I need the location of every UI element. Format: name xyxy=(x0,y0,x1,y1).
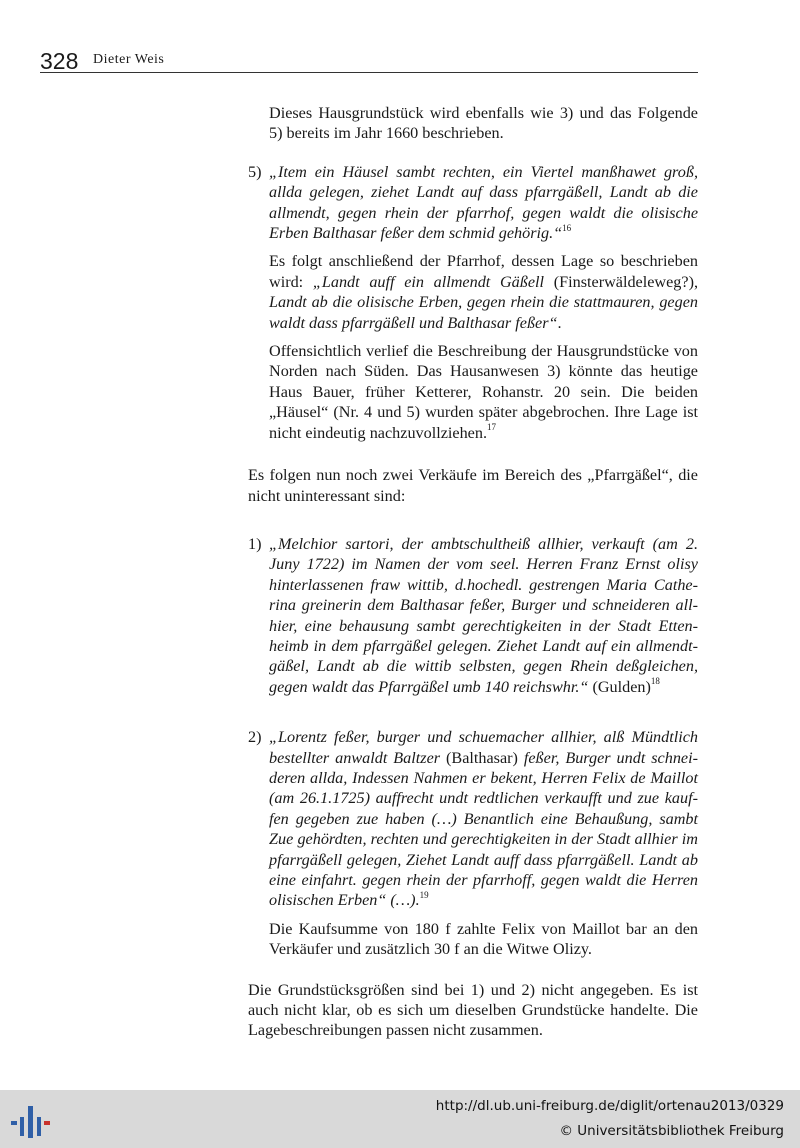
list-number: 5) xyxy=(248,162,262,181)
text-run: (Finsterwäldeleweg?), xyxy=(544,272,699,291)
footer-bar xyxy=(0,1090,800,1148)
footnote-ref: 17 xyxy=(487,422,497,433)
copyright-notice: © Universitätsbibliothek Freiburg xyxy=(559,1123,784,1139)
text-run: (Balthasar) xyxy=(440,748,524,767)
body-text xyxy=(248,103,698,1041)
text-run: (Gulden) xyxy=(588,677,651,696)
footnote-ref: 16 xyxy=(562,222,572,233)
paragraph: Die Grundstücksgrößen sind bei 1) und 2) nicht angegeben. Es ist auch nicht klar, ob es sich um dieselben Grundstücke handelte. Die Lagebeschreibungen passen nicht zusammen. xyxy=(248,980,698,1040)
text-run: Offensichtlich verlief die Beschreibung der Hausgrundstücke von Norden nach Süden. Das Hausanwesen 3) könnte das heutige Haus Bauer, früher Ketterer, Rohanstr. 20 sein. Die beiden „Häusel“ (Nr. 4 und 5) wurden später abgebrochen. Ihre Lage ist nicht eindeutig nachzuvollziehen. xyxy=(269,342,698,442)
quote-text: „Melchior sartori, der ambtschultheiß allhier, verkauft (am 2. Juny 1722) im Namen der vom seel. Herren Franz Ernst olisy hinterlassenen fraw wittib, d.hochedl. gestrengen Maria Catherina greinerin dem Balthasar feßer, Burger und schneideren allhier, eine behausung sambt gerechtigkeiten in der Stadt Ettenheimb in dem pfarrgäßel gelegen. Ziehet Landt auf ein allmendtgäßel, Landt ab die wittib selbsten, gegen Rhein deßgleichen, gegen waldt das Pfarrgäßel umb 140 reichswhr.“ xyxy=(269,534,698,696)
paragraph xyxy=(269,251,698,333)
quote-text: „Landt auff ein allmendt Gäßell xyxy=(312,272,545,291)
page-header xyxy=(40,48,698,73)
paragraph: Dieses Hausgrundstück wird ebenfalls wie 3) und das Folgende 5) bereits im Jahr 1660 beschrieben. xyxy=(269,104,698,143)
paragraph: Es folgen nun noch zwei Verkäufe im Bereich des „Pfarrgäßel“, die nicht uninteressant sind: xyxy=(248,466,698,505)
running-head: Dieter Weis xyxy=(93,52,165,67)
source-url: http://dl.ub.uni-freiburg.de/diglit/ortenau2013/0329 xyxy=(435,1098,784,1114)
quote-text: Landt ab die olisische Erben, gegen rhein die stattmauren, gegen waldt dass pfarrgäßell und Balthasar feßer“ xyxy=(269,293,698,332)
footnote-ref: 19 xyxy=(419,890,429,901)
ub-freiburg-logo-icon xyxy=(10,1100,52,1140)
quote-paragraph xyxy=(269,727,698,911)
quote-paragraph xyxy=(269,534,698,697)
quote-text: feßer, Burger undt schneideren allda, Indessen Nahmen er bekent, Herren Felix de Maillot (am 26.1.1725) auffrecht undt redtlichen verkaufft und zue kauffen gegeben zue haben (…) Benantlich eine Behaußung, sambt Zue gehördten, rechten und gerechtigkeiten in der Stadt allhier im pfarrgäßell gelegen, Ziehet Landt auff dass pfarrgäßell. Landt ab eine einfahrt. gegen rhein der pfarrhoff, gegen waldt die Herren olisischen Erben“ (…). xyxy=(269,748,699,910)
list-item xyxy=(248,534,698,697)
quote-text: „Lorentz feßer, burger und schuemacher allhier, alß Mündtlich bestellter anwaldt Baltzer xyxy=(269,728,698,767)
list-number: 1) xyxy=(248,534,262,553)
quote-paragraph xyxy=(269,162,698,244)
text-run: Es folgt anschließend der Pfarrhof, dessen Lage so beschrieben wird: xyxy=(269,252,698,291)
text-run: . xyxy=(557,313,562,332)
footnote-ref: 18 xyxy=(650,676,660,687)
paragraph: Die Kaufsumme von 180 f zahlte Felix von Maillot bar an den Verkäufer und zusätzlich 30 f an die Witwe Olizy. xyxy=(269,919,698,959)
list-item xyxy=(248,162,698,244)
list-number: 2) xyxy=(248,728,262,747)
quote-text: „Item ein Häusel sambt rechten, ein Viertel manßhawet groß, allda gelegen, ziehet Landt auf dass pfarrgäßell, Landt ab die allmendt, gegen rhein der pfarrhof, gegen waldt die olisische Erben Balthasar feßer dem schmid gehörig.“ xyxy=(269,162,698,243)
page-number: 328 xyxy=(40,48,79,74)
list-item xyxy=(248,727,698,911)
paragraph xyxy=(269,341,698,443)
